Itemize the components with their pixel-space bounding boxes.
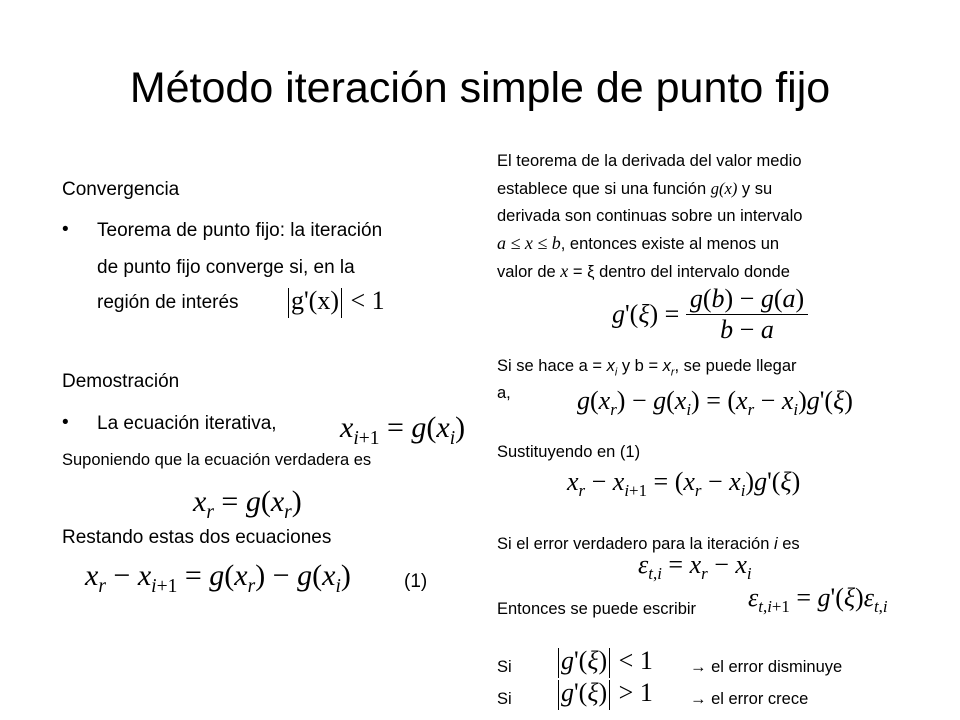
si-hace-line1 [497, 355, 797, 383]
page-title: Método iteración simple de punto fijo [129, 64, 831, 112]
si2-label: Si [497, 690, 512, 708]
teorema-equation: g'(x) < 1 [286, 286, 385, 318]
si-hace-sub-i: i [614, 366, 618, 379]
mvt-line5 [497, 260, 790, 283]
mvt-line3: derivada son continuas sobre un intervalo [497, 207, 803, 225]
equation-number: (1) [404, 571, 428, 592]
teorema-eq-text: g'(x) [291, 286, 340, 315]
si-hace-end: , se puede llegar [674, 357, 797, 375]
teorema-line1: Teorema de punto fijo: la iteración [97, 220, 383, 241]
sustituyendo-equation: $x_r - x_{i+1} = (x_r - x_i)g'(\xi)$ [567, 467, 801, 501]
si1-equation: g'(ξ) < 1 [556, 646, 653, 678]
si1-result: → el error disminuye [690, 658, 843, 676]
llegar-equation: $g(x_r) - g(x_i) = (x_r - x_i)g'(\xi)$ [577, 386, 853, 420]
mvt-line5-c: = ξ dentro del intervalo donde [568, 263, 790, 281]
convergencia-heading: Convergencia [62, 179, 180, 200]
mvt-line2-a: establece que si una función [497, 180, 711, 198]
ecuacion-iterativa-label: La ecuación iterativa, [97, 413, 277, 434]
teorema-line3: región de interés [97, 292, 239, 313]
si1-label: Si [497, 658, 512, 676]
mvt-line5-a: valor de [497, 263, 561, 281]
si-hace-sub-r: r [670, 366, 675, 379]
ecuacion-iterativa-eq: $x_{i+1} = g(x_i)$ [340, 411, 466, 449]
teorema-line2: de punto fijo converge si, en la [97, 257, 355, 278]
mvt-line2 [497, 178, 772, 200]
error-equation: $\varepsilon_{t,i} = x_r - x_i$ [638, 550, 752, 584]
demostracion-heading: Demostración [62, 371, 180, 392]
suponiendo-text: Suponiendo que la ecuación verdadera es [62, 451, 372, 469]
mvt-line1: El teorema de la derivada del valor medio [497, 152, 802, 170]
entonces-text: Entonces se puede escribir [497, 600, 697, 618]
error-text-a: Si el error verdadero para la iteración [497, 535, 774, 553]
entonces-equation: $\varepsilon_{t,i+1} = g'(\xi)\varepsilon_{t,i}$ [748, 583, 888, 617]
si-hace-mid: y b = [617, 357, 663, 375]
si2-equation: g'(ξ) > 1 [556, 678, 653, 710]
mvt-line5-x: x [560, 261, 569, 281]
mvt-line4-interval: a ≤ x ≤ b [497, 233, 561, 253]
error-text-i: i [773, 535, 778, 553]
mvt-line4 [497, 232, 779, 255]
bullet-teorema: • [62, 219, 69, 240]
si-hace-xi: x [606, 357, 615, 375]
si-hace-a: Si se hace a = [497, 357, 607, 375]
mvt-line2-c: y su [737, 180, 773, 198]
mvt-line2-gx: g(x) [710, 179, 738, 198]
verdadera-eq: $x_r = g(x_r)$ [193, 485, 302, 523]
si-hace-xr: x [662, 357, 671, 375]
error-text-b: es [777, 535, 800, 553]
sustituyendo-text: Sustituyendo en (1) [497, 443, 641, 461]
mvt-equation: g'(ξ) = $\frac{g(b) - g(a)}{b - a}$ [612, 284, 808, 345]
mvt-fraction: $\frac{g(b) - g(a)}{b - a}$ [686, 284, 808, 345]
restando-text: Restando estas dos ecuaciones [62, 527, 332, 548]
restando-eq: $x_r - x_{i+1} = g(x_r) - g(x_i)$ [85, 559, 351, 597]
bullet-iterativa: • [62, 412, 69, 433]
mvt-line4-b: , entonces existe al menos un [560, 235, 780, 253]
si-hace-line2: a, [497, 384, 511, 402]
si2-result: → el error crece [690, 690, 809, 708]
